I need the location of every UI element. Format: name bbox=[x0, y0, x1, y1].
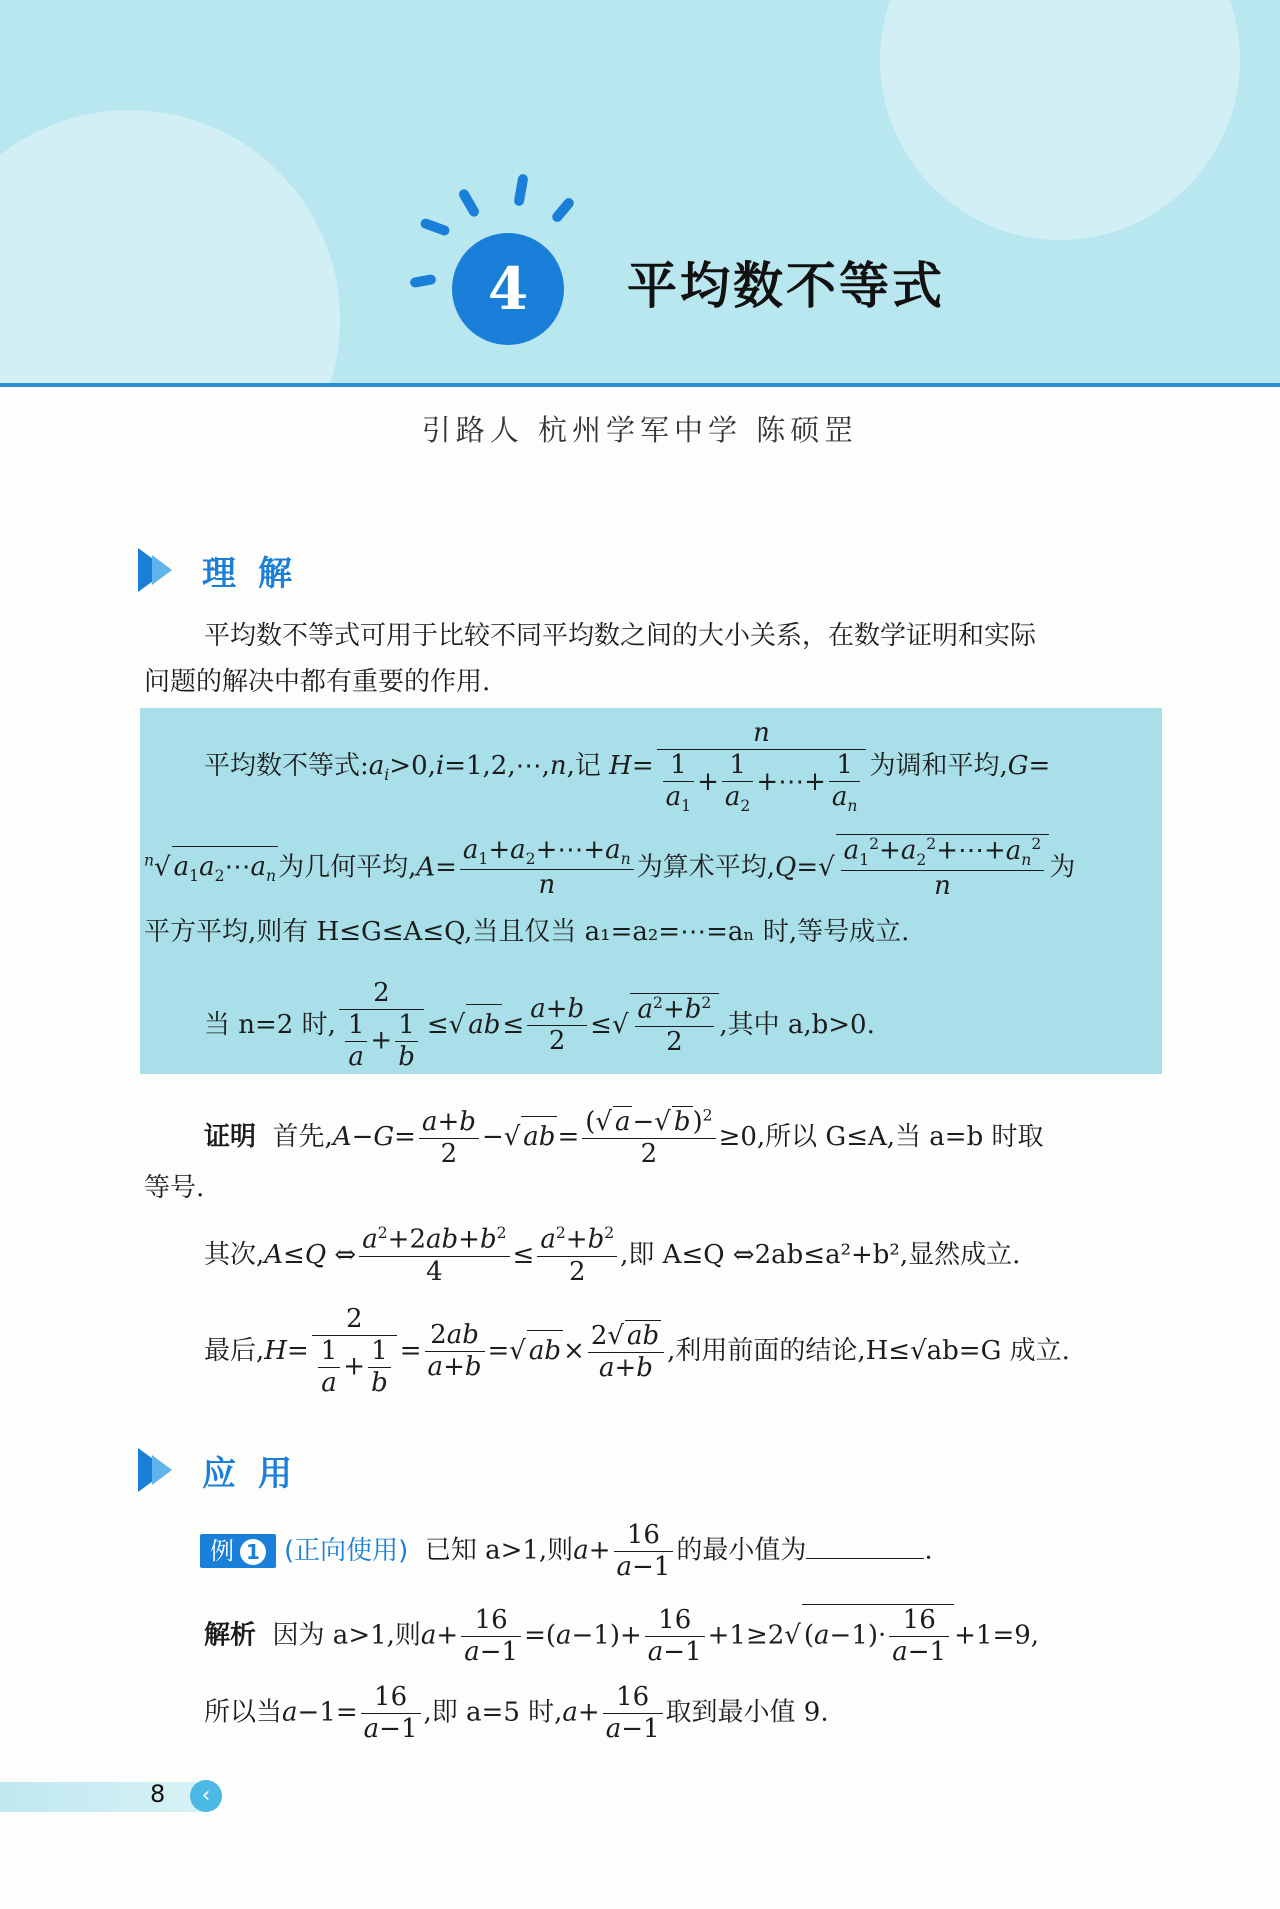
proof-text: 首先, bbox=[272, 1122, 333, 1153]
proof-text: ,所以 G≤A,当 a=b 时取 bbox=[756, 1122, 1044, 1153]
solution-text: ,即 a=5 时, bbox=[423, 1697, 563, 1728]
example-text: 已知 a>1,则 bbox=[424, 1535, 574, 1566]
chapter-banner bbox=[0, 0, 1280, 386]
theorem-line: 平均数不等式$:a_i>0,i=1,2,\cdots,n$,记 H= n $\frac{1}{a_1}$ + $\frac{1}{a_2}$ +⋯+ $\frac{1}{a_n}$ 为调和平均,G= bbox=[204, 718, 1051, 816]
solution-line: 所以当a−1= $\frac{16}{a-1}$ ,即 a=5 时,a+ $\frac{16}{a-1}$ 取到最小值 9. bbox=[204, 1682, 829, 1745]
solution-text: 取到最小值 9. bbox=[665, 1697, 829, 1728]
banner-decoration bbox=[880, 0, 1240, 240]
theorem-line: 平方平均,则有 H≤G≤A≤Q,当且仅当 a₁=a₂=⋯=aₙ 时,等号成立. bbox=[144, 917, 910, 947]
example-text: . bbox=[924, 1535, 933, 1566]
theorem-line: $^n$√ $a_1a_2\cdots a_n$为几何平均,A= $\frac{a_1+a_2+\cdots+a_n}{n}$ 为算术平均,Q=√ $\frac{a_1^2+a_2^2+\cdots+a_n^2}{n}$ 为 bbox=[144, 835, 1076, 901]
previous-page-icon[interactable]: ‹ bbox=[190, 1780, 222, 1812]
theorem-line: 当 n=2 时, 2 $\frac{1}{a}$ + $\frac{1}{b}$ ≤√ ab≤ $\frac{a+b}{2}$ ≤√ $\frac{a^2+b^2}{2}$ ,其中 a,b>0. bbox=[204, 978, 875, 1073]
proof-text: 最后, bbox=[204, 1335, 265, 1366]
example-line: 例 1 (正向使用) 已知 a>1,则a+ $\frac{16}{a-1}$ 的最小值为 . bbox=[200, 1520, 933, 1583]
answer-blank bbox=[806, 1532, 924, 1559]
section-title: 应用 bbox=[202, 1454, 314, 1494]
theorem-text: 平均数不等式: bbox=[204, 751, 369, 782]
chapter-title: 平均数不等式 bbox=[627, 257, 945, 315]
theorem-text: 为算术平均, bbox=[636, 852, 775, 883]
proof-line: 等号. bbox=[144, 1173, 205, 1203]
harmonic-two-fraction: 2 $\frac{1}{a}$ + $\frac{1}{b}$ bbox=[339, 978, 424, 1074]
page-number: 8 bbox=[150, 1780, 166, 1808]
proof-label: 证明 bbox=[204, 1122, 257, 1153]
intro-paragraph-line: 问题的解决中都有重要的作用. bbox=[144, 667, 491, 697]
theorem-text: 为 bbox=[1049, 852, 1076, 883]
proof-text: 其次, bbox=[204, 1240, 265, 1271]
proof-line: 其次,A≤Q ⇔ $\frac{a^2+2ab+b^2}{4}$ ≤ $\frac{a^2+b^2}{2}$ ,即 A≤Q ⇔2ab≤a²+b²,显然成立. bbox=[204, 1224, 1021, 1287]
banner-divider bbox=[0, 383, 1280, 387]
solution-text: 所以当 bbox=[204, 1697, 283, 1728]
footer-bar bbox=[0, 1782, 210, 1812]
example-text: 的最小值为 bbox=[676, 1535, 807, 1566]
theorem-text: 为几何平均, bbox=[278, 852, 417, 883]
section-arrow-icon bbox=[152, 555, 172, 585]
section-title: 理解 bbox=[202, 554, 314, 594]
author-line: 引路人 杭州学军中学 陈硕罡 bbox=[421, 413, 859, 447]
banner-decoration bbox=[0, 110, 340, 386]
theorem-text: 当 n=2 时, bbox=[204, 1009, 336, 1040]
example-tag: (正向使用) bbox=[284, 1535, 409, 1566]
arithmetic-mean-fraction: $\frac{a_1+a_2+\cdots+a_n}{n}$ bbox=[460, 835, 634, 901]
solution-line: 解析 因为 a>1,则a+ $\frac{16}{a-1}$ =(a−1)+ $\frac{16}{a-1}$ +1≥2√ (a−1)· $\frac{16}{a-1}$ +1=9, bbox=[204, 1605, 1040, 1668]
proof-line: 证明 首先,A−G= $\frac{a+b}{2}$ −√ ab= $\frac{(√ a-√ b)^2}{2}$ ≥0,所以 G≤A,当 a=b 时取 bbox=[204, 1106, 1044, 1170]
theorem-text: 为调和平均, bbox=[869, 751, 1008, 782]
intro-paragraph-line: 平均数不等式可用于比较不同平均数之间的大小关系，在数学证明和实际 bbox=[204, 621, 1037, 651]
example-number: 1 bbox=[240, 1539, 266, 1565]
proof-text: ,即 A≤Q ⇔2ab≤a²+b²,显然成立. bbox=[620, 1240, 1021, 1271]
solution-label: 解析 bbox=[204, 1620, 257, 1651]
example-badge: 例 1 bbox=[200, 1534, 276, 1568]
chapter-number: 4 bbox=[452, 233, 564, 345]
solution-text: 因为 a>1,则 bbox=[272, 1620, 421, 1651]
proof-line: 最后,H= 2 $\frac{1}{a}$ + $\frac{1}{b}$ = $\frac{2ab}{a+b}$ =√ ab× $\frac{2√ ab}{a+b}$ ,利用前面的结论,H≤√ab=G 成立. bbox=[204, 1304, 1070, 1399]
harmonic-mean-fraction: n $\frac{1}{a_1}$ + $\frac{1}{a_2}$ +⋯+ $\frac{1}{a_n}$ bbox=[657, 718, 867, 816]
theorem-text: ,其中 a,b>0. bbox=[719, 1009, 875, 1040]
proof-text: ,利用前面的结论,H≤√ab=G 成立. bbox=[667, 1335, 1070, 1366]
section-arrow-icon bbox=[152, 1455, 172, 1485]
